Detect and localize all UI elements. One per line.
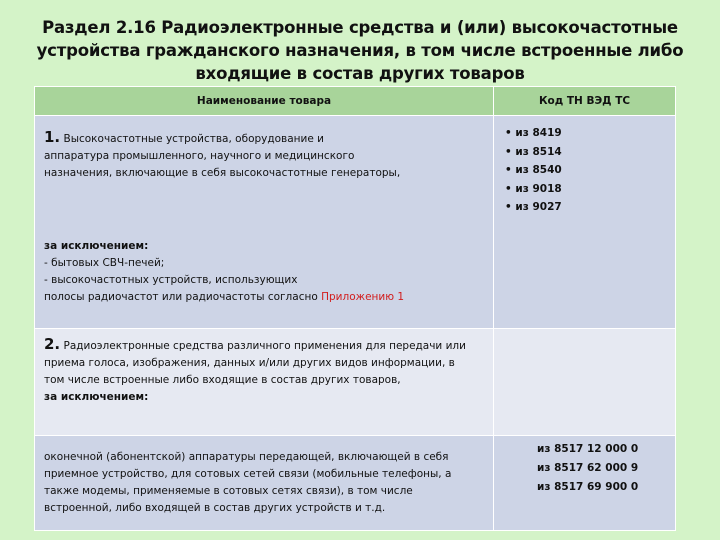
tnved-code: • из 8514 (505, 145, 562, 158)
tnved-code: • из 8540 (505, 164, 562, 176)
tnved-code-cell (494, 436, 676, 531)
row-text: также модемы, применяемые в сотовых сетях связи), в том числе (44, 485, 413, 497)
goods-name-cell (35, 329, 494, 436)
tnved-code: из 8517 12 000 0 (537, 443, 639, 455)
row-text: аппаратура промышленного, научного и медицинского (44, 150, 355, 162)
table-row (35, 436, 676, 531)
table-row (35, 116, 676, 329)
exclusion-label: за исключением: (44, 391, 149, 403)
tnved-code: • из 8419 (505, 127, 562, 139)
row-text: Высокочастотные устройства, оборудование и (63, 133, 324, 145)
exclusion-item: - бытовых СВЧ-печей; (44, 257, 165, 269)
exclusion-item: полосы радиочастот или радиочастоты согласно (44, 291, 318, 303)
exclusion-item: - высокочастотных устройств, использующих (44, 274, 298, 286)
row-text: встроенной, либо входящей в состав других устройств и т.д. (44, 502, 386, 514)
row-text: том числе встроенные либо входящие в состав других товаров, (44, 374, 401, 386)
tnved-code: • из 9027 (505, 201, 562, 213)
goods-table (34, 86, 676, 531)
row-text: оконечной (абонентской) аппаратуры передающей, включающей в себя (44, 451, 449, 463)
table-header-row (35, 87, 676, 116)
exclusion-label: за исключением: (44, 240, 149, 252)
goods-name-cell (35, 436, 494, 531)
page-title: Раздел 2.16 Радиоэлектронные средства и (или) высокочастотные устройства гражданского назначения, в том числе встроенные либо входящие в состав других товаров (36, 18, 684, 83)
row-number: 1. (44, 128, 61, 146)
row-text: приема голоса, изображения, данных и/или других видов информации, в (44, 357, 455, 369)
goods-name-cell (35, 116, 494, 329)
tnved-code-cell (494, 329, 676, 436)
row-text: Радиоэлектронные средства различного применения для передачи или (63, 340, 466, 352)
column-header-tnved-code: Код ТН ВЭД ТС (494, 87, 676, 116)
tnved-code-cell (494, 116, 676, 329)
table-row (35, 329, 676, 436)
row-number: 2. (44, 335, 61, 353)
column-header-goods-name: Наименование товара (35, 87, 494, 116)
row-text: приемное устройство, для сотовых сетей связи (мобильные телефоны, а (44, 468, 452, 480)
appendix-link[interactable]: Приложению 1 (321, 291, 405, 303)
row-text: назначения, включающие в себя высокочастотные генераторы, (44, 167, 401, 179)
tnved-code: из 8517 69 900 0 (537, 481, 639, 493)
tnved-code: из 8517 62 000 9 (537, 462, 639, 474)
tnved-code: • из 9018 (505, 182, 562, 195)
